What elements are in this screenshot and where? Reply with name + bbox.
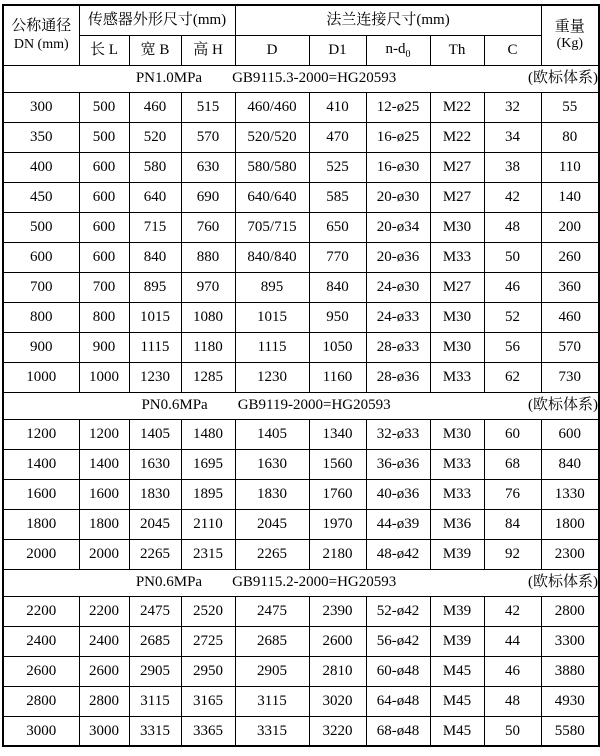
cell-length-l: 2400	[79, 626, 129, 656]
cell-th: M27	[430, 152, 484, 182]
cell-d: 640/640	[235, 182, 309, 212]
cell-d: 1405	[235, 419, 309, 449]
cell-d: 2265	[235, 539, 309, 569]
cell-c: 42	[484, 182, 541, 212]
cell-length-l: 1200	[79, 419, 129, 449]
cell-weight: 3300	[541, 626, 599, 656]
section-header-cell	[3, 569, 599, 596]
cell-d: 895	[235, 272, 309, 302]
cell-d1: 2810	[309, 656, 366, 686]
cell-n-d0: 16-ø30	[366, 152, 430, 182]
header-nominal-diameter-unit: DN (mm)	[13, 36, 69, 52]
cell-width-b: 715	[129, 212, 181, 242]
cell-d: 1830	[235, 479, 309, 509]
header-weight-cn: 重量	[554, 19, 585, 36]
table-row	[3, 212, 599, 242]
table-row	[3, 449, 599, 479]
cell-d1: 950	[309, 302, 366, 332]
header-n-d0	[366, 35, 430, 65]
cell-c: 48	[484, 212, 541, 242]
cell-th: M33	[430, 449, 484, 479]
cell-dn: 1800	[3, 509, 79, 539]
cell-c: 32	[484, 92, 541, 122]
cell-height-h: 1895	[181, 479, 235, 509]
table-row	[3, 362, 599, 392]
cell-width-b: 1230	[129, 362, 181, 392]
cell-d: 1115	[235, 332, 309, 362]
cell-weight: 360	[541, 272, 599, 302]
cell-c: 50	[484, 242, 541, 272]
cell-th: M30	[430, 302, 484, 332]
cell-length-l: 600	[79, 152, 129, 182]
cell-c: 84	[484, 509, 541, 539]
table-row	[3, 716, 599, 746]
cell-d: 580/580	[235, 152, 309, 182]
cell-c: 60	[484, 419, 541, 449]
cell-width-b: 2905	[129, 656, 181, 686]
cell-th: M39	[430, 539, 484, 569]
cell-d1: 1560	[309, 449, 366, 479]
cell-height-h: 970	[181, 272, 235, 302]
cell-d1: 770	[309, 242, 366, 272]
cell-n-d0: 32-ø33	[366, 419, 430, 449]
cell-d: 1015	[235, 302, 309, 332]
header-nominal-diameter-cn: 公称通径	[11, 18, 72, 35]
dimension-spec-table	[2, 4, 600, 747]
cell-n-d0: 40-ø36	[366, 479, 430, 509]
header-weight-unit: (Kg)	[556, 35, 584, 51]
cell-dn: 450	[3, 182, 79, 212]
cell-th: M39	[430, 626, 484, 656]
section-standard-code: GB9119-2000=HG20593	[237, 397, 391, 414]
cell-height-h: 1695	[181, 449, 235, 479]
section-standard-code: GB9115.3-2000=HG20593	[232, 70, 397, 87]
cell-height-h: 2950	[181, 656, 235, 686]
cell-d: 2475	[235, 596, 309, 626]
cell-d1: 1760	[309, 479, 366, 509]
cell-th: M39	[430, 596, 484, 626]
cell-weight: 110	[541, 152, 599, 182]
cell-c: 46	[484, 656, 541, 686]
cell-c: 50	[484, 716, 541, 746]
cell-length-l: 600	[79, 182, 129, 212]
cell-d1: 2600	[309, 626, 366, 656]
cell-weight: 570	[541, 332, 599, 362]
cell-dn: 3000	[3, 716, 79, 746]
cell-n-d0: 44-ø39	[366, 509, 430, 539]
table-row	[3, 509, 599, 539]
cell-length-l: 2000	[79, 539, 129, 569]
cell-height-h: 1285	[181, 362, 235, 392]
cell-height-h: 570	[181, 122, 235, 152]
section-header-row	[3, 392, 599, 419]
cell-n-d0: 24-ø33	[366, 302, 430, 332]
table-row	[3, 242, 599, 272]
cell-d1: 650	[309, 212, 366, 242]
cell-c: 46	[484, 272, 541, 302]
cell-c: 56	[484, 332, 541, 362]
table-header	[3, 5, 599, 65]
cell-d1: 1160	[309, 362, 366, 392]
cell-n-d0: 28-ø36	[366, 362, 430, 392]
cell-n-d0: 28-ø33	[366, 332, 430, 362]
cell-d: 520/520	[235, 122, 309, 152]
cell-dn: 700	[3, 272, 79, 302]
cell-d1: 525	[309, 152, 366, 182]
cell-c: 68	[484, 449, 541, 479]
table-row	[3, 332, 599, 362]
cell-length-l: 2600	[79, 656, 129, 686]
cell-width-b: 2265	[129, 539, 181, 569]
cell-length-l: 1400	[79, 449, 129, 479]
cell-width-b: 3315	[129, 716, 181, 746]
cell-width-b: 1405	[129, 419, 181, 449]
cell-dn: 600	[3, 242, 79, 272]
section-header-row	[3, 569, 599, 596]
cell-height-h: 2315	[181, 539, 235, 569]
cell-height-h: 690	[181, 182, 235, 212]
cell-d: 1630	[235, 449, 309, 479]
cell-height-h: 3365	[181, 716, 235, 746]
cell-weight: 200	[541, 212, 599, 242]
cell-th: M45	[430, 656, 484, 686]
cell-weight: 2300	[541, 539, 599, 569]
header-n-d0-subscript: 0	[405, 48, 411, 60]
header-c: C	[484, 35, 541, 65]
header-length-l: 长 L	[79, 35, 129, 65]
cell-d1: 410	[309, 92, 366, 122]
table-row	[3, 539, 599, 569]
cell-d: 460/460	[235, 92, 309, 122]
header-width-b: 宽 B	[129, 35, 181, 65]
section-header-row	[3, 65, 599, 92]
cell-c: 44	[484, 626, 541, 656]
cell-th: M33	[430, 362, 484, 392]
cell-d1: 2180	[309, 539, 366, 569]
table-body	[3, 65, 599, 746]
table-row	[3, 272, 599, 302]
cell-height-h: 2520	[181, 596, 235, 626]
cell-dn: 400	[3, 152, 79, 182]
cell-dn: 2000	[3, 539, 79, 569]
cell-c: 52	[484, 302, 541, 332]
cell-n-d0: 36-ø36	[366, 449, 430, 479]
table-row	[3, 182, 599, 212]
cell-length-l: 500	[79, 92, 129, 122]
cell-d: 2685	[235, 626, 309, 656]
cell-length-l: 1600	[79, 479, 129, 509]
header-row-groups	[3, 5, 599, 35]
cell-length-l: 800	[79, 302, 129, 332]
cell-d1: 1970	[309, 509, 366, 539]
cell-dn: 2400	[3, 626, 79, 656]
table-row	[3, 122, 599, 152]
cell-c: 34	[484, 122, 541, 152]
cell-d1: 3020	[309, 686, 366, 716]
cell-d1: 2390	[309, 596, 366, 626]
cell-d: 3115	[235, 686, 309, 716]
header-flange-dimensions-group: 法兰连接尺寸(mm)	[235, 5, 541, 35]
cell-th: M27	[430, 272, 484, 302]
cell-th: M27	[430, 182, 484, 212]
cell-n-d0: 20-ø36	[366, 242, 430, 272]
cell-c: 92	[484, 539, 541, 569]
cell-n-d0: 48-ø42	[366, 539, 430, 569]
cell-th: M22	[430, 122, 484, 152]
header-height-h: 高 H	[181, 35, 235, 65]
cell-th: M30	[430, 332, 484, 362]
cell-length-l: 2800	[79, 686, 129, 716]
cell-weight: 140	[541, 182, 599, 212]
cell-height-h: 630	[181, 152, 235, 182]
header-n-d0-base: n-d	[385, 40, 406, 57]
section-pressure-rating: PN0.6MPa	[135, 574, 203, 591]
header-d: D	[235, 35, 309, 65]
header-nominal-diameter	[3, 5, 79, 65]
cell-c: 76	[484, 479, 541, 509]
section-standard-system: (欧标体系)	[528, 70, 599, 87]
header-d1: D1	[309, 35, 366, 65]
cell-n-d0: 24-ø30	[366, 272, 430, 302]
cell-d1: 1050	[309, 332, 366, 362]
cell-dn: 1600	[3, 479, 79, 509]
cell-d: 2045	[235, 509, 309, 539]
table-row	[3, 656, 599, 686]
table-row	[3, 626, 599, 656]
cell-length-l: 1000	[79, 362, 129, 392]
table-row	[3, 302, 599, 332]
cell-length-l: 500	[79, 122, 129, 152]
cell-length-l: 700	[79, 272, 129, 302]
cell-dn: 2200	[3, 596, 79, 626]
cell-n-d0: 64-ø48	[366, 686, 430, 716]
cell-width-b: 2475	[129, 596, 181, 626]
header-row-subcolumns	[3, 35, 599, 65]
cell-weight: 600	[541, 419, 599, 449]
cell-weight: 460	[541, 302, 599, 332]
cell-dn: 900	[3, 332, 79, 362]
cell-n-d0: 60-ø48	[366, 656, 430, 686]
section-standard-code: GB9115.2-2000=HG20593	[232, 574, 397, 591]
cell-width-b: 640	[129, 182, 181, 212]
table-row	[3, 92, 599, 122]
cell-n-d0: 20-ø30	[366, 182, 430, 212]
cell-weight: 80	[541, 122, 599, 152]
cell-width-b: 3115	[129, 686, 181, 716]
cell-height-h: 2110	[181, 509, 235, 539]
cell-height-h: 880	[181, 242, 235, 272]
section-pressure-rating: PN0.6MPa	[141, 397, 208, 414]
cell-n-d0: 68-ø48	[366, 716, 430, 746]
cell-dn: 1200	[3, 419, 79, 449]
cell-height-h: 1480	[181, 419, 235, 449]
cell-width-b: 2045	[129, 509, 181, 539]
cell-d1: 3220	[309, 716, 366, 746]
cell-weight: 3880	[541, 656, 599, 686]
cell-width-b: 840	[129, 242, 181, 272]
cell-th: M33	[430, 479, 484, 509]
cell-width-b: 1015	[129, 302, 181, 332]
section-header-cell	[3, 392, 599, 419]
cell-d: 840/840	[235, 242, 309, 272]
cell-d: 1230	[235, 362, 309, 392]
cell-dn: 2600	[3, 656, 79, 686]
cell-c: 38	[484, 152, 541, 182]
cell-weight: 4930	[541, 686, 599, 716]
cell-length-l: 1800	[79, 509, 129, 539]
cell-width-b: 1830	[129, 479, 181, 509]
cell-th: M22	[430, 92, 484, 122]
header-th: Th	[430, 35, 484, 65]
cell-weight: 260	[541, 242, 599, 272]
cell-d1: 585	[309, 182, 366, 212]
cell-height-h: 3165	[181, 686, 235, 716]
header-weight	[541, 5, 599, 65]
cell-d: 2905	[235, 656, 309, 686]
cell-dn: 300	[3, 92, 79, 122]
cell-dn: 800	[3, 302, 79, 332]
cell-width-b: 580	[129, 152, 181, 182]
table-row	[3, 479, 599, 509]
cell-height-h: 515	[181, 92, 235, 122]
table-row	[3, 596, 599, 626]
cell-th: M45	[430, 686, 484, 716]
cell-th: M45	[430, 716, 484, 746]
cell-length-l: 2200	[79, 596, 129, 626]
section-standard-system: (欧标体系)	[528, 574, 599, 591]
cell-width-b: 1630	[129, 449, 181, 479]
cell-n-d0: 12-ø25	[366, 92, 430, 122]
cell-d1: 840	[309, 272, 366, 302]
cell-c: 62	[484, 362, 541, 392]
cell-n-d0: 20-ø34	[366, 212, 430, 242]
cell-width-b: 520	[129, 122, 181, 152]
cell-c: 42	[484, 596, 541, 626]
cell-n-d0: 52-ø42	[366, 596, 430, 626]
cell-th: M33	[430, 242, 484, 272]
cell-dn: 1000	[3, 362, 79, 392]
cell-d: 3315	[235, 716, 309, 746]
cell-weight: 730	[541, 362, 599, 392]
cell-length-l: 600	[79, 212, 129, 242]
cell-height-h: 1180	[181, 332, 235, 362]
table-row	[3, 686, 599, 716]
cell-height-h: 1080	[181, 302, 235, 332]
cell-length-l: 3000	[79, 716, 129, 746]
table-row	[3, 152, 599, 182]
cell-th: M36	[430, 509, 484, 539]
cell-d1: 1340	[309, 419, 366, 449]
cell-c: 48	[484, 686, 541, 716]
cell-width-b: 895	[129, 272, 181, 302]
cell-width-b: 1115	[129, 332, 181, 362]
cell-d: 705/715	[235, 212, 309, 242]
cell-height-h: 2725	[181, 626, 235, 656]
cell-width-b: 2685	[129, 626, 181, 656]
cell-height-h: 760	[181, 212, 235, 242]
section-pressure-rating: PN1.0MPa	[135, 70, 203, 87]
cell-n-d0: 56-ø42	[366, 626, 430, 656]
cell-length-l: 900	[79, 332, 129, 362]
cell-dn: 350	[3, 122, 79, 152]
cell-n-d0: 16-ø25	[366, 122, 430, 152]
cell-weight: 840	[541, 449, 599, 479]
cell-weight: 1800	[541, 509, 599, 539]
cell-th: M30	[430, 419, 484, 449]
cell-d1: 470	[309, 122, 366, 152]
cell-weight: 1330	[541, 479, 599, 509]
section-header-cell	[3, 65, 599, 92]
cell-th: M30	[430, 212, 484, 242]
cell-dn: 1400	[3, 449, 79, 479]
cell-weight: 5580	[541, 716, 599, 746]
cell-width-b: 460	[129, 92, 181, 122]
cell-weight: 2800	[541, 596, 599, 626]
cell-dn: 2800	[3, 686, 79, 716]
section-standard-system: (欧标体系)	[528, 397, 599, 414]
cell-weight: 55	[541, 92, 599, 122]
header-sensor-dimensions-group: 传感器外形尺寸(mm)	[79, 5, 235, 35]
cell-dn: 500	[3, 212, 79, 242]
table-row	[3, 419, 599, 449]
cell-length-l: 600	[79, 242, 129, 272]
